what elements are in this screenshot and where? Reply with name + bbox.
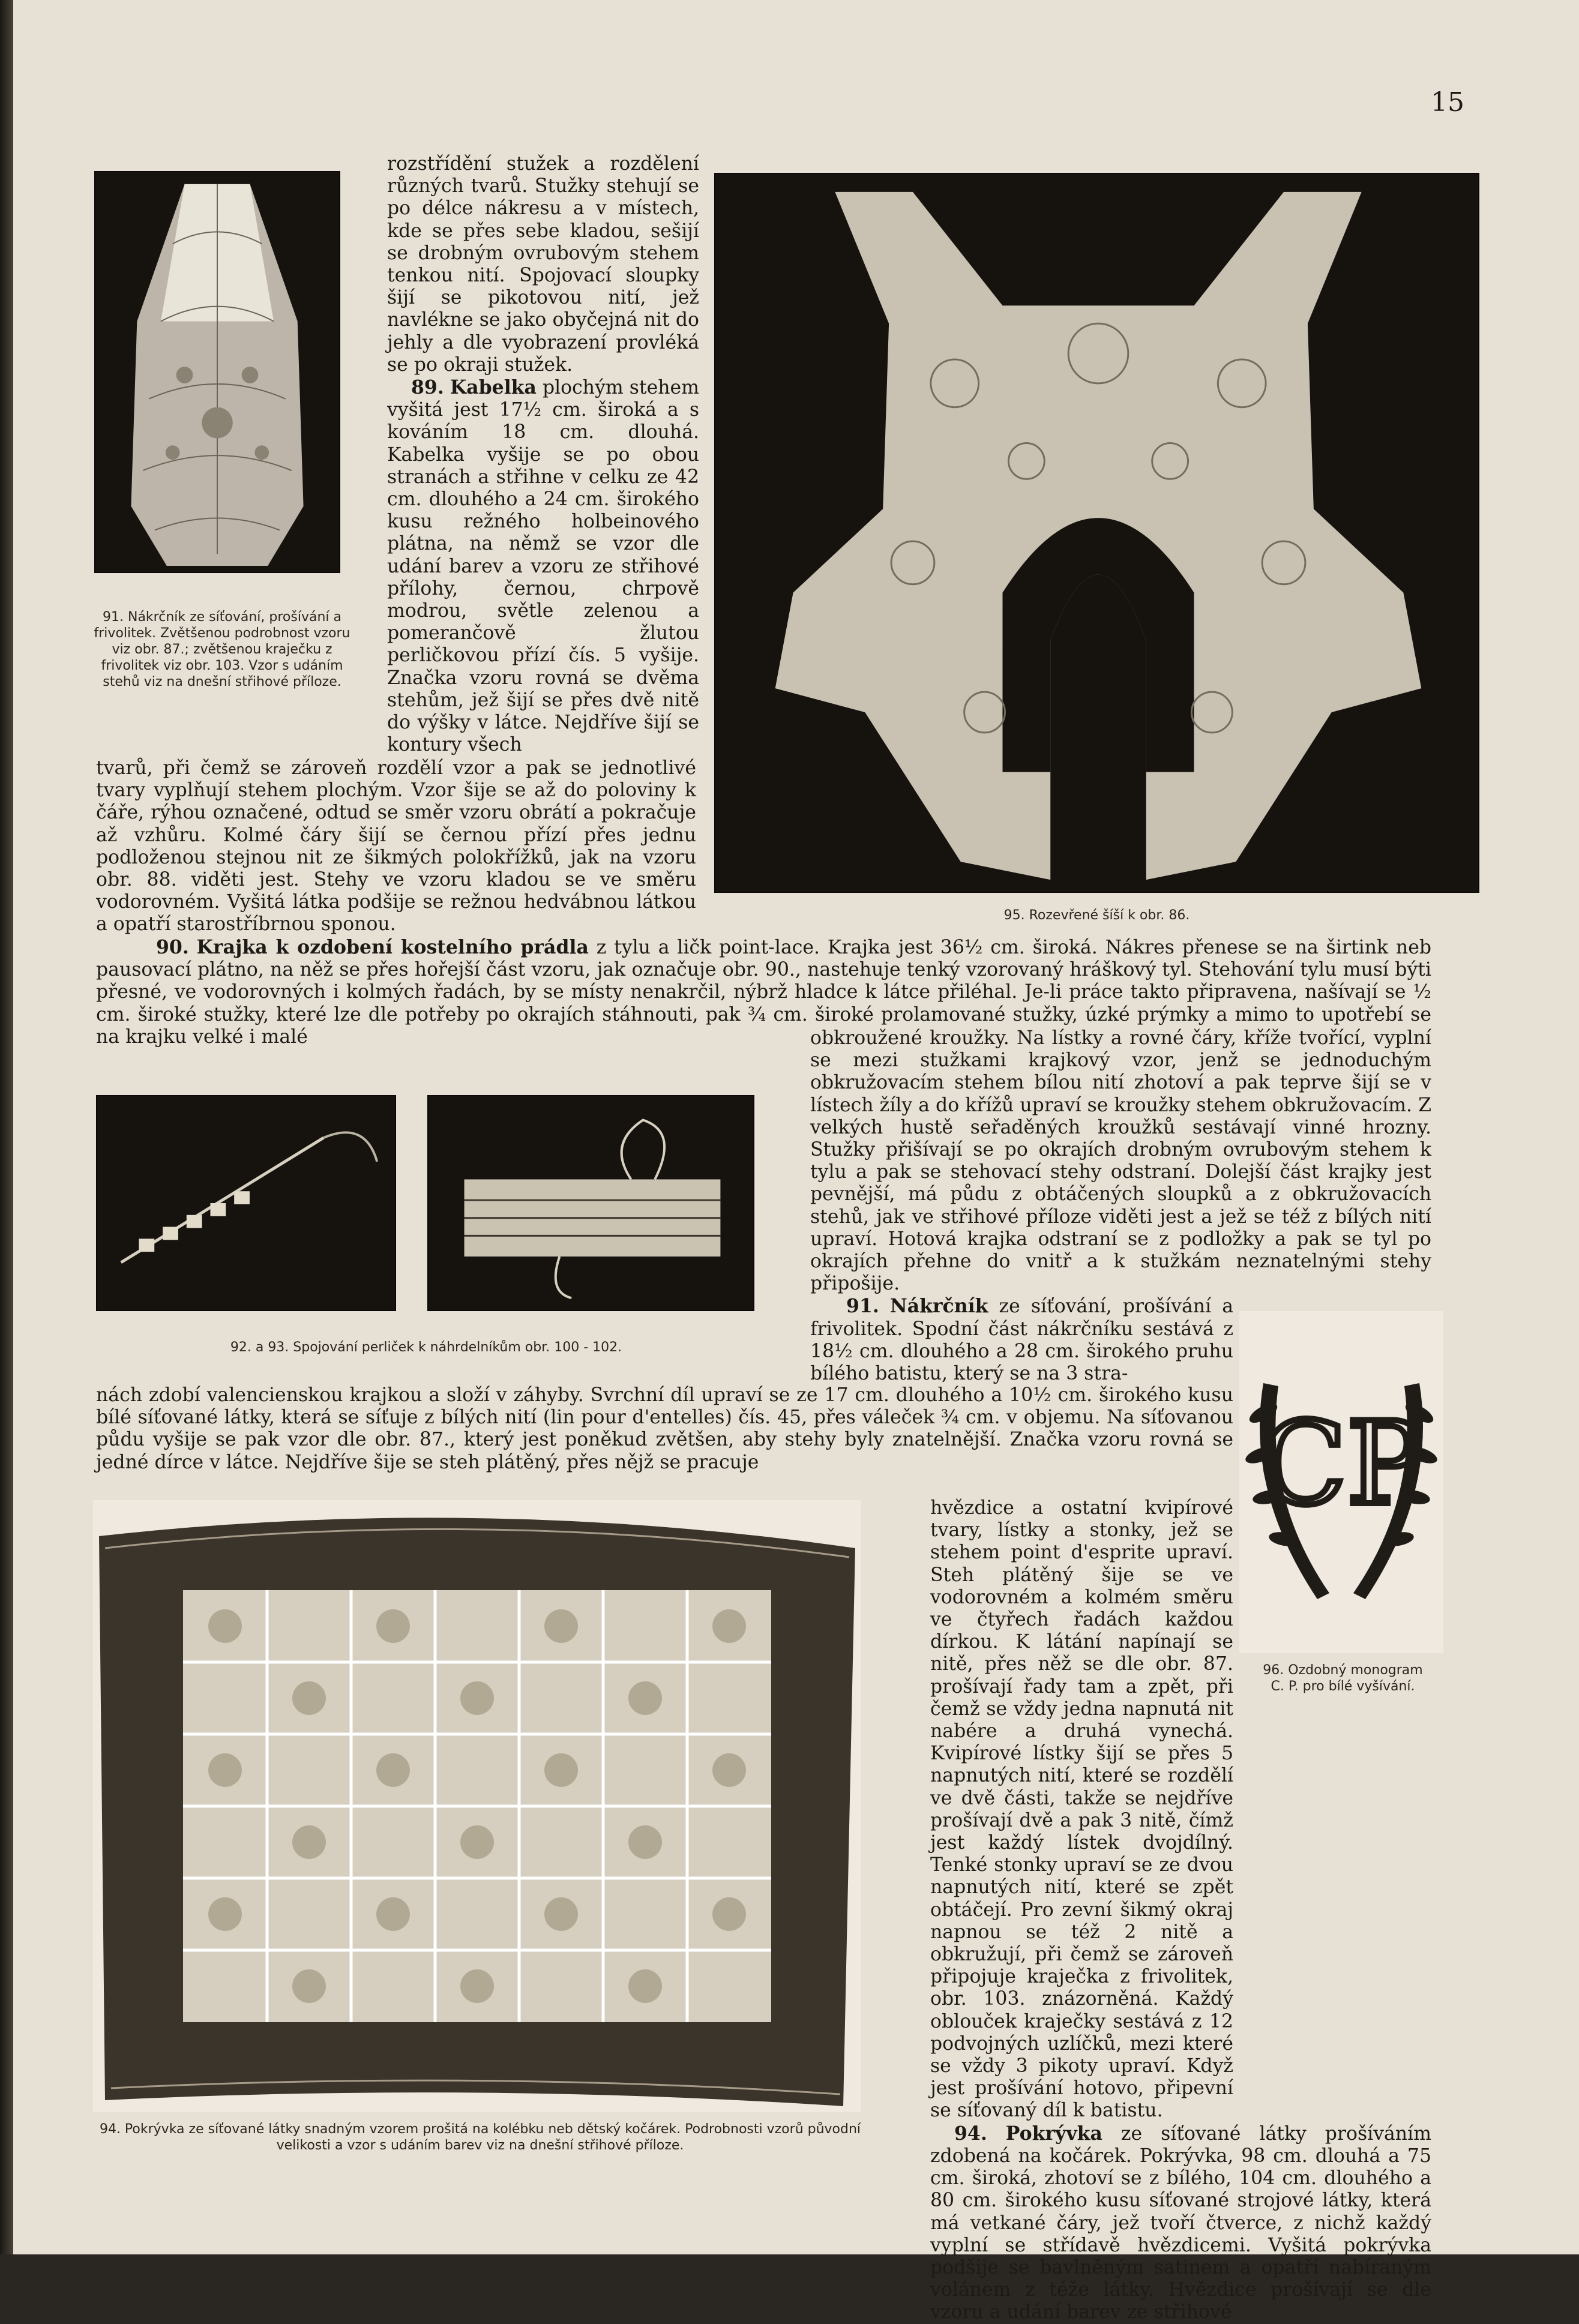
figure-95-caption: 95. Rozevřené šíší k obr. 86. xyxy=(1003,908,1190,923)
item-90-body: z tylu a ličk point-lace. Krajka jest 36½ cm. široká. Nákres přenese se na širtink neb pausovací plátno, na něž se přes hořejší část vzoru, jak označuje obr. 90., nastehuje tenký vzorovaný hráškový tyl. Stehování tylu musí býti přesné, ve vodorovných i kolmých řadách, by se místy nenakrčil, nýbrž hladce k látce přiléhal. Je-li práce takto připravena, našívají se ½ cm. široké stužky, které lze dle potřeby po okrajích stáhnouti, pak ¾ cm. široké prolamované stužky, úzké prýmky a mimo to upotřebí se na krajku velké i malé xyxy=(96,937,1432,1048)
figure-94-caption: 94. Pokrývka ze síťované látky snadným vzorem prošitá na kolébku neb dětský kočárek. Podrobnosti vzorů původní velikosti a vzor s udáním barev viz na dnešní střihové příloze. xyxy=(99,2122,861,2153)
item-91-number: 91. xyxy=(846,1295,879,1318)
item-89-body: plochým stehem vyšitá jest 17½ cm. široká a s kováním 18 cm. dlouhá. Kabelka vyšije se po obou stranách a střihne v celku ze 42 cm. dlouhého a 24 cm. širokého kusu režného holbeinového plátna, na němž se vzor dle udání barev a vzoru ze střihové přílohy, černou, chrpově modrou, světle zelenou a pomerančově žlutou perličkovou přízí čís. 5 vyšije. Značka vzoru rovná se dvěma stehům, jež šijí se přes dvě nitě do výšky v látce. Nejdříve šijí se kontury všech xyxy=(387,377,700,756)
paragraph-91-cont: nách zdobí valencienskou krajkou a složí v záhyby. Svrchní díl upraví se ze 17 cm. dlouhého a 10½ cm. širokého kusu bílé síťované látky, která se síťuje z bílých nití (lin pour d'entelles) čís. 45, přes váleček ¾ cm. v objemu. Na síťovanou půdu vyšije se pak vzor dle obr. 87., který jest poněkud zvětšen, aby stehy byly znatelnější. Značka vzoru rovná se jedné dírce v látce. Nejdříve šije se steh plátěný, přes nějž se pracuje xyxy=(96,1384,1233,1473)
text-top-column xyxy=(387,153,699,756)
monogram-letters: CP xyxy=(1259,1398,1424,1530)
paragraph-89 xyxy=(387,376,699,756)
figure-95-image xyxy=(714,173,1479,893)
book-spine xyxy=(0,0,13,2254)
page-number: 15 xyxy=(1431,87,1464,118)
item-90-title: Krajka k ozdobení kostelního prádla xyxy=(196,936,589,958)
blanket-illustration xyxy=(93,1500,861,2112)
lace-collar-illustration xyxy=(715,174,1478,892)
figure-94-image xyxy=(93,1500,861,2112)
item-94-body: ze síťované látky prošíváním zdobená na kočárek. Pokrývka, 98 cm. dlouhá a 75 cm. široká, zhotoví se z bílého, 104 cm. dlouhého a 80 cm. širokého kusu síťované strojové látky, která má vetkané čáry, jež tvoří čtverce, z nichž každý vyplní se střídavě hvězdicemi. Vyšitá pokrývka podšije se bavlněným satinem a opatří nabíraným volánem z téže látky. Hvězdice prošívají se dle vzoru a udání barev ze střihové xyxy=(930,2122,1431,2323)
figure-96-caption: 96. Ozdobný monogram C. P. pro bílé vyšívání. xyxy=(1263,1663,1423,1694)
beading-needle-illustration xyxy=(97,1096,395,1310)
item-94-number: 94. xyxy=(954,2122,987,2145)
figure-93-image xyxy=(427,1095,754,1311)
item-94-title: Pokrývka xyxy=(1005,2122,1102,2145)
figure-92-image xyxy=(96,1095,396,1311)
item-91-body: ze síťování, prošívání a frivolitek. Spodní část nákrčníku sestává z 18½ cm. dlouhého a 28 cm. širokého pruhu bílého batistu, který se na 3 stra- xyxy=(810,1296,1234,1385)
figure-91-caption: 91. Nákrčník ze síťování, prošívání a frivolitek. Zvětšenou podrobnost vzoru viz obr. 87.; zvětšenou kraječku z frivolitek viz obr. 103. Vzor s udáním stehů viz na dnešní střihové příloze. xyxy=(94,610,350,689)
necklace-lace-illustration xyxy=(95,172,339,572)
bead-weave-illustration xyxy=(429,1096,753,1310)
text-left-continuation xyxy=(96,757,696,936)
paragraph-89-cont: tvarů, při čemž se zároveň rozdělí vzor a pak se jednotlivé tvary vyplňují stehem plochým. Vzor šije se až do poloviny k čáře, rýhou označené, odtud se směr vzoru obrátí a pokračuje až vzhůru. Kolmé čáry šijí se černou přízí přes jednu podloženou stejnou nit ze šikmých polokřížků, jak na vzoru obr. 88. viděti jest. Stehy ve vzoru kladou se ve směru vodorovném. Vyšitá látka podšije se režnou hedvábnou látkou a opatří starostříbrnou sponou. xyxy=(96,757,696,935)
paragraph-91-end: hvězdice a ostatní kvipírové tvary, lístky a stonky, jež se stehem point d'esprite upraví. Steh plátěný šije se ve vodorovném a kolmém směru ve čtyřech řadách každou dírkou. K látání napínají se nitě, přes něž se dle obr. 87. prošívají řady tam a zpět, při čemž se vždy jedna napnutá nit nabére a druhá vynechá. Kvipírové lístky šijí se přes 5 napnutých nití, které se rozdělí ve dvě části, takže se nejdříve prošívají dvě a pak 3 nitě, čímž jest každý lístek dvojdílný. Tenké stonky upraví se ze dvou napnutých nití, které se zpět obtáčejí. Pro zevní šikmý okraj napnou se též 2 nitě a obkružují, při čemž se zároveň připojuje kraječka z frivolitek, obr. 103. znázorněná. Každý oblouček kraječky sestává z 12 podvojných uzlíčků, mezi které se vždy 3 pikoty upraví. Když jest prošívání hotovo, připevní se síťovaný díl k batistu. xyxy=(930,1497,1233,2122)
text-right-lower xyxy=(930,1497,1431,2324)
figure-91-image xyxy=(94,171,340,573)
item-91-title: Nákrčník xyxy=(889,1295,988,1318)
figure-92-93-caption: 92. a 93. Spojování perliček k náhrdelníkům obr. 100 - 102. xyxy=(230,1340,622,1355)
item-89-number: 89. xyxy=(411,376,444,399)
paragraph-stuzky: rozstřídění stužek a rozdělení různých tvarů. Stužky stehují se po délce nákresu a v místech, kde se přes sebe kladou, sešijí se drobným ovrubovým stehem tenkou nití. Spojovací sloupky šijí se pikotovou nití, jež navlékne se jako obyčejná nit do jehly a dle vyobrazení provléká se po okraji stužek. xyxy=(387,153,699,376)
paragraph-90-cont: obkroužené kroužky. Na lístky a rovné čáry, kříže tvořící, vyplní se mezi stužkami krajkový vzor, jenž se jednoduchým obkružovacím stehem bílou nití zhotoví a pak teprve šijí se v lístech žíly a do křížů upraví se kroužky stehem obkružovacím. Z velkých hustě seřaděných kroužků sestávají vinné hrozny. Stužky přišívají se po okrajích drobným ovrubovým stehem k tylu a pak se stehovací stehy odstraní. Dolejší část krajky jest pevnější, má půdu z obtáčených sloupků a z obkružovacích stehů, jak ve střihové příloze viděti jest a jež se též z bílých nití upraví. Hotová krajka odstraní se z podložky a pak se tyl po okrajích přehne do vnitř a k stužkám neznatelnými stehy připošije. xyxy=(810,1027,1431,1295)
item-89-title: Kabelka xyxy=(450,376,537,399)
item-90-number: 90. xyxy=(156,936,189,958)
paragraph-94 xyxy=(930,2122,1431,2324)
text-full-middle xyxy=(96,1384,1233,1474)
